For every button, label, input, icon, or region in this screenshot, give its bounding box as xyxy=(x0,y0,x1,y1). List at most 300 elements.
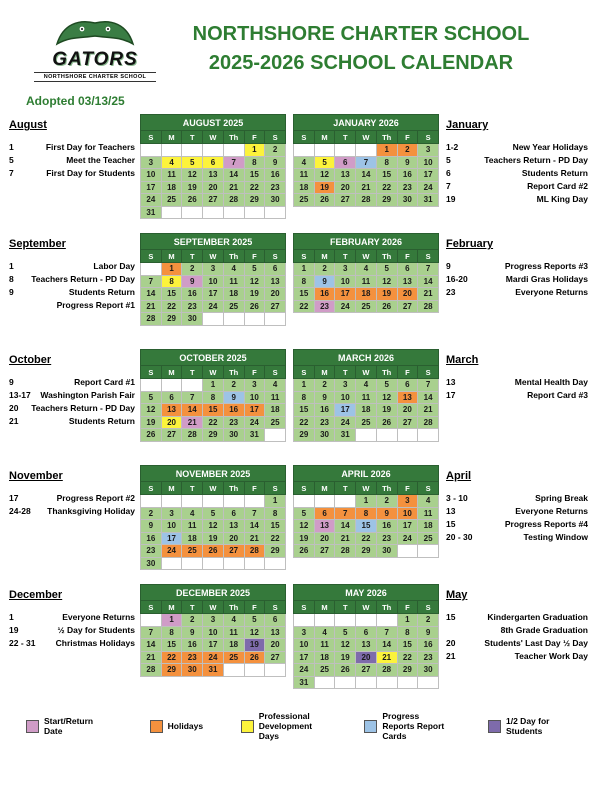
day-cell: 22 xyxy=(294,416,315,429)
event-date: 1 xyxy=(9,261,14,271)
day-cell xyxy=(314,495,335,508)
event-date: 13 xyxy=(446,506,456,517)
day-cell: 28 xyxy=(141,664,162,677)
day-cell: 15 xyxy=(161,288,182,301)
weekday-header: Th xyxy=(376,601,397,614)
day-cell: 13 xyxy=(265,626,286,639)
day-cell: 26 xyxy=(141,429,162,442)
day-cell: 17 xyxy=(335,288,356,301)
day-cell: 20 xyxy=(203,181,224,194)
month-section-march xyxy=(446,349,588,403)
day-cell: 9 xyxy=(223,391,244,404)
day-cell: 18 xyxy=(294,181,315,194)
legend xyxy=(0,711,600,742)
month-section-february xyxy=(446,233,588,300)
day-cell: 15 xyxy=(294,404,315,417)
day-cell: 2 xyxy=(265,144,286,157)
month-label: November xyxy=(9,470,63,482)
day-cell: 10 xyxy=(244,391,265,404)
day-cell: 29 xyxy=(161,313,182,326)
day-cell: 21 xyxy=(376,651,397,664)
calendar-title: SEPTEMBER 2025 xyxy=(141,234,286,250)
day-cell: 12 xyxy=(376,391,397,404)
day-cell: 2 xyxy=(223,379,244,392)
day-cell: 20 xyxy=(161,416,182,429)
day-cell: 5 xyxy=(244,614,265,627)
weekday-header: S xyxy=(294,366,315,379)
event-row xyxy=(446,532,588,543)
event-date: 21 xyxy=(9,416,19,427)
event-row xyxy=(446,181,588,192)
day-cell: 1 xyxy=(397,614,418,627)
day-cell: 14 xyxy=(356,169,377,182)
day-cell: 16 xyxy=(265,169,286,182)
day-cell: 9 xyxy=(314,391,335,404)
event-row xyxy=(446,390,588,401)
weekday-header: T xyxy=(182,482,203,495)
day-cell: 3 xyxy=(161,507,182,520)
day-cell: 15 xyxy=(161,639,182,652)
day-cell: 19 xyxy=(182,181,203,194)
day-cell: 31 xyxy=(335,429,356,442)
day-cell: 17 xyxy=(203,288,224,301)
month-section-may xyxy=(446,584,588,664)
day-cell: 17 xyxy=(397,520,418,533)
day-cell: 20 xyxy=(397,404,418,417)
event-row xyxy=(446,155,588,166)
month-label: April xyxy=(446,470,472,482)
day-cell xyxy=(314,676,335,689)
mini-calendar xyxy=(140,233,286,326)
event-row xyxy=(9,287,135,298)
day-cell: 13 xyxy=(397,391,418,404)
day-cell: 27 xyxy=(223,545,244,558)
day-cell: 5 xyxy=(335,626,356,639)
day-cell: 18 xyxy=(418,520,439,533)
day-cell: 3 xyxy=(418,144,439,157)
day-cell: 6 xyxy=(335,156,356,169)
day-cell: 10 xyxy=(397,507,418,520)
weekday-header: Th xyxy=(376,131,397,144)
weekday-header: S xyxy=(418,482,439,495)
event-label: Everyone Returns xyxy=(515,287,588,298)
day-cell: 3 xyxy=(335,263,356,276)
weekday-header: M xyxy=(161,250,182,263)
day-cell xyxy=(376,429,397,442)
day-cell: 13 xyxy=(203,169,224,182)
day-cell: 8 xyxy=(265,507,286,520)
weekday-header: F xyxy=(244,601,265,614)
event-date: 3 - 10 xyxy=(446,493,468,503)
day-cell: 18 xyxy=(182,532,203,545)
day-cell xyxy=(418,429,439,442)
day-cell: 30 xyxy=(141,557,162,570)
day-cell: 12 xyxy=(203,520,224,533)
day-cell xyxy=(244,664,265,677)
event-label: First Day for Students xyxy=(46,168,135,179)
day-cell: 6 xyxy=(265,263,286,276)
day-cell: 4 xyxy=(182,507,203,520)
weekday-header: M xyxy=(161,482,182,495)
weekday-header: M xyxy=(314,601,335,614)
event-date: 16-20 xyxy=(446,274,468,285)
day-cell: 5 xyxy=(376,379,397,392)
event-label: Testing Window xyxy=(523,532,588,543)
day-cell: 21 xyxy=(141,651,162,664)
weekday-header: T xyxy=(182,366,203,379)
day-cell: 8 xyxy=(294,275,315,288)
day-cell: 6 xyxy=(314,507,335,520)
day-cell xyxy=(265,664,286,677)
event-label: Students Return xyxy=(68,416,135,427)
weekday-header: F xyxy=(244,131,265,144)
weekday-header: T xyxy=(335,366,356,379)
day-cell: 21 xyxy=(418,404,439,417)
day-cell: 7 xyxy=(418,379,439,392)
weekday-header: S xyxy=(141,601,162,614)
month-label: January xyxy=(446,119,489,131)
month-label: September xyxy=(9,238,66,250)
day-cell: 20 xyxy=(335,181,356,194)
event-label: Labor Day xyxy=(93,261,135,271)
day-cell: 19 xyxy=(314,181,335,194)
event-row xyxy=(446,287,588,298)
day-cell: 24 xyxy=(418,181,439,194)
mini-calendar xyxy=(293,233,439,313)
weekday-header: Th xyxy=(223,250,244,263)
month-section-november xyxy=(9,465,135,519)
day-cell xyxy=(182,557,203,570)
weekday-header: S xyxy=(265,366,286,379)
weekday-header: S xyxy=(141,131,162,144)
day-cell: 8 xyxy=(376,156,397,169)
day-cell: 8 xyxy=(161,275,182,288)
weekday-header: Th xyxy=(223,366,244,379)
day-cell: 1 xyxy=(376,144,397,157)
day-cell: 14 xyxy=(182,404,203,417)
event-date: 8 xyxy=(9,274,14,285)
day-cell: 12 xyxy=(244,275,265,288)
day-cell: 18 xyxy=(356,288,377,301)
legend-item-report xyxy=(364,711,450,742)
month-section-october xyxy=(9,349,135,429)
weekday-header: F xyxy=(244,366,265,379)
day-cell xyxy=(223,206,244,219)
day-cell: 30 xyxy=(376,545,397,558)
day-cell: 18 xyxy=(161,181,182,194)
day-cell: 12 xyxy=(294,520,315,533)
event-label: Report Card #1 xyxy=(74,377,135,387)
weekday-header: W xyxy=(356,250,377,263)
day-cell: 4 xyxy=(356,379,377,392)
weekday-header: M xyxy=(161,131,182,144)
day-cell xyxy=(356,676,377,689)
day-cell xyxy=(161,206,182,219)
day-cell: 2 xyxy=(314,263,335,276)
day-cell: 7 xyxy=(335,507,356,520)
day-cell xyxy=(141,263,162,276)
event-label: 8th Grade Graduation xyxy=(500,625,588,636)
weekday-header: W xyxy=(203,601,224,614)
page-title xyxy=(156,20,576,78)
event-row xyxy=(9,300,135,311)
day-cell xyxy=(397,676,418,689)
day-cell: 23 xyxy=(265,181,286,194)
day-cell: 11 xyxy=(294,169,315,182)
weekday-header: S xyxy=(265,601,286,614)
day-cell: 11 xyxy=(161,169,182,182)
day-cell: 2 xyxy=(182,263,203,276)
weekday-header: S xyxy=(141,366,162,379)
event-row xyxy=(446,274,588,285)
day-cell: 31 xyxy=(203,664,224,677)
day-cell xyxy=(397,429,418,442)
weekday-header: T xyxy=(182,250,203,263)
event-date: 19 xyxy=(446,194,456,205)
day-cell xyxy=(244,557,265,570)
legend-swatch-start xyxy=(26,720,39,733)
event-row xyxy=(9,390,135,401)
day-cell xyxy=(141,144,162,157)
calendar-title: NOVEMBER 2025 xyxy=(141,466,286,482)
day-cell: 7 xyxy=(141,626,162,639)
day-cell: 13 xyxy=(223,520,244,533)
day-cell: 17 xyxy=(294,651,315,664)
calendar-title: MARCH 2026 xyxy=(294,350,439,366)
weekday-header: F xyxy=(244,482,265,495)
day-cell xyxy=(356,144,377,157)
event-row xyxy=(446,377,588,388)
legend-label: 1/2 Day for Students xyxy=(506,716,550,737)
day-cell: 6 xyxy=(397,263,418,276)
event-label: ML King Day xyxy=(536,194,588,205)
day-cell: 23 xyxy=(182,651,203,664)
day-cell: 14 xyxy=(244,520,265,533)
day-cell xyxy=(223,313,244,326)
day-cell: 20 xyxy=(356,651,377,664)
day-cell: 4 xyxy=(223,614,244,627)
day-cell: 23 xyxy=(141,545,162,558)
weekday-header: S xyxy=(418,250,439,263)
day-cell: 6 xyxy=(161,391,182,404)
day-cell: 15 xyxy=(397,639,418,652)
event-label: Meet the Teacher xyxy=(66,155,135,166)
day-cell: 1 xyxy=(161,614,182,627)
event-date: 7 xyxy=(446,181,451,192)
event-date: 20 - 30 xyxy=(446,532,473,543)
day-cell: 13 xyxy=(397,275,418,288)
day-cell: 10 xyxy=(335,275,356,288)
day-cell: 24 xyxy=(203,651,224,664)
day-cell: 17 xyxy=(203,639,224,652)
day-cell: 13 xyxy=(265,275,286,288)
day-cell: 28 xyxy=(335,545,356,558)
day-cell: 20 xyxy=(314,532,335,545)
day-cell: 22 xyxy=(376,181,397,194)
event-date: 9 xyxy=(9,287,14,298)
day-cell: 11 xyxy=(265,391,286,404)
event-row xyxy=(9,261,135,272)
event-label: Report Card #3 xyxy=(527,390,588,401)
day-cell: 19 xyxy=(244,288,265,301)
day-cell: 16 xyxy=(376,520,397,533)
weekday-header: W xyxy=(203,131,224,144)
event-row xyxy=(446,638,588,649)
weekday-header: Th xyxy=(376,366,397,379)
day-cell: 31 xyxy=(141,206,162,219)
weekday-header: T xyxy=(335,482,356,495)
day-cell: 6 xyxy=(265,614,286,627)
day-cell xyxy=(244,206,265,219)
day-cell: 3 xyxy=(335,379,356,392)
day-cell: 14 xyxy=(335,520,356,533)
day-cell xyxy=(265,429,286,442)
day-cell: 1 xyxy=(294,263,315,276)
day-cell: 29 xyxy=(161,664,182,677)
mini-calendar xyxy=(293,584,439,689)
weekday-header: M xyxy=(314,250,335,263)
legend-item-half xyxy=(488,716,574,736)
event-label: Progress Report #2 xyxy=(56,493,135,503)
day-cell: 22 xyxy=(265,532,286,545)
day-cell: 29 xyxy=(244,194,265,207)
event-label: Mardi Gras Holidays xyxy=(505,274,588,285)
event-date: 17 xyxy=(9,493,19,503)
day-cell: 25 xyxy=(356,300,377,313)
day-cell: 21 xyxy=(223,181,244,194)
event-label: Mental Health Day xyxy=(514,377,588,387)
month-label: March xyxy=(446,354,479,366)
month-label: August xyxy=(9,119,47,131)
event-date: 1 xyxy=(9,612,14,622)
weekday-header: W xyxy=(203,366,224,379)
day-cell: 9 xyxy=(418,626,439,639)
day-cell: 21 xyxy=(335,532,356,545)
day-cell: 21 xyxy=(244,532,265,545)
day-cell: 26 xyxy=(335,664,356,677)
event-label: Students' Last Day ½ Day xyxy=(484,638,588,649)
day-cell: 1 xyxy=(161,263,182,276)
day-cell: 15 xyxy=(244,169,265,182)
day-cell: 8 xyxy=(397,626,418,639)
weekday-header: F xyxy=(397,131,418,144)
event-date: 21 xyxy=(446,651,456,662)
day-cell: 27 xyxy=(335,194,356,207)
event-date: 22 - 31 xyxy=(9,638,36,649)
event-label: Report Card #2 xyxy=(527,181,588,192)
day-cell: 15 xyxy=(203,404,224,417)
weekday-header: W xyxy=(356,131,377,144)
day-cell: 15 xyxy=(265,520,286,533)
day-cell: 19 xyxy=(335,651,356,664)
day-cell: 1 xyxy=(244,144,265,157)
day-cell: 19 xyxy=(376,404,397,417)
day-cell: 19 xyxy=(244,639,265,652)
event-date: 20 xyxy=(9,403,19,414)
day-cell: 6 xyxy=(203,156,224,169)
day-cell: 17 xyxy=(335,404,356,417)
day-cell: 9 xyxy=(376,507,397,520)
day-cell xyxy=(161,557,182,570)
day-cell: 2 xyxy=(376,495,397,508)
event-row xyxy=(446,625,588,636)
day-cell: 3 xyxy=(141,156,162,169)
calendar-title: AUGUST 2025 xyxy=(141,115,286,131)
day-cell: 8 xyxy=(203,391,224,404)
event-label: Thanksgiving Holiday xyxy=(47,506,135,517)
legend-swatch-pd xyxy=(241,720,254,733)
month-section-august xyxy=(9,114,135,181)
day-cell: 4 xyxy=(223,263,244,276)
day-cell xyxy=(203,557,224,570)
day-cell: 9 xyxy=(141,520,162,533)
event-date: 1-2 xyxy=(446,142,459,152)
logo-school-text: NORTHSHORE CHARTER SCHOOL xyxy=(34,72,156,82)
day-cell: 9 xyxy=(182,275,203,288)
day-cell xyxy=(335,676,356,689)
weekday-header: T xyxy=(335,601,356,614)
day-cell: 19 xyxy=(141,416,162,429)
day-cell: 27 xyxy=(397,300,418,313)
weekday-header: F xyxy=(397,366,418,379)
day-cell: 4 xyxy=(161,156,182,169)
event-row xyxy=(446,493,588,504)
event-date: 24-28 xyxy=(9,506,31,517)
day-cell: 10 xyxy=(203,275,224,288)
day-cell: 31 xyxy=(418,194,439,207)
day-cell: 7 xyxy=(418,263,439,276)
day-cell xyxy=(223,495,244,508)
event-date: 7 xyxy=(9,168,14,179)
weekday-header: W xyxy=(203,482,224,495)
day-cell: 30 xyxy=(182,313,203,326)
day-cell: 14 xyxy=(223,169,244,182)
day-cell: 25 xyxy=(223,651,244,664)
day-cell xyxy=(161,144,182,157)
day-cell: 26 xyxy=(244,300,265,313)
day-cell: 24 xyxy=(141,194,162,207)
event-date: 23 xyxy=(446,287,456,298)
day-cell: 24 xyxy=(335,416,356,429)
day-cell xyxy=(335,495,356,508)
day-cell: 25 xyxy=(182,545,203,558)
event-label: ½ Day for Students xyxy=(57,625,135,636)
day-cell: 1 xyxy=(356,495,377,508)
day-cell: 5 xyxy=(182,156,203,169)
day-cell xyxy=(203,313,224,326)
day-cell: 27 xyxy=(265,300,286,313)
day-cell: 29 xyxy=(397,664,418,677)
day-cell: 11 xyxy=(182,520,203,533)
mini-calendar xyxy=(140,349,286,442)
day-cell: 7 xyxy=(223,156,244,169)
day-cell xyxy=(314,614,335,627)
month-section-september xyxy=(9,233,135,313)
day-cell: 13 xyxy=(314,520,335,533)
day-cell: 5 xyxy=(141,391,162,404)
day-cell: 22 xyxy=(356,532,377,545)
day-cell: 31 xyxy=(244,429,265,442)
day-cell: 10 xyxy=(335,391,356,404)
day-cell: 21 xyxy=(141,300,162,313)
day-cell: 22 xyxy=(161,651,182,664)
day-cell: 12 xyxy=(141,404,162,417)
day-cell: 21 xyxy=(418,288,439,301)
day-cell: 19 xyxy=(203,532,224,545)
month-label: October xyxy=(9,354,52,366)
day-cell: 13 xyxy=(161,404,182,417)
event-label: Teachers Return - PD Day xyxy=(484,155,588,166)
